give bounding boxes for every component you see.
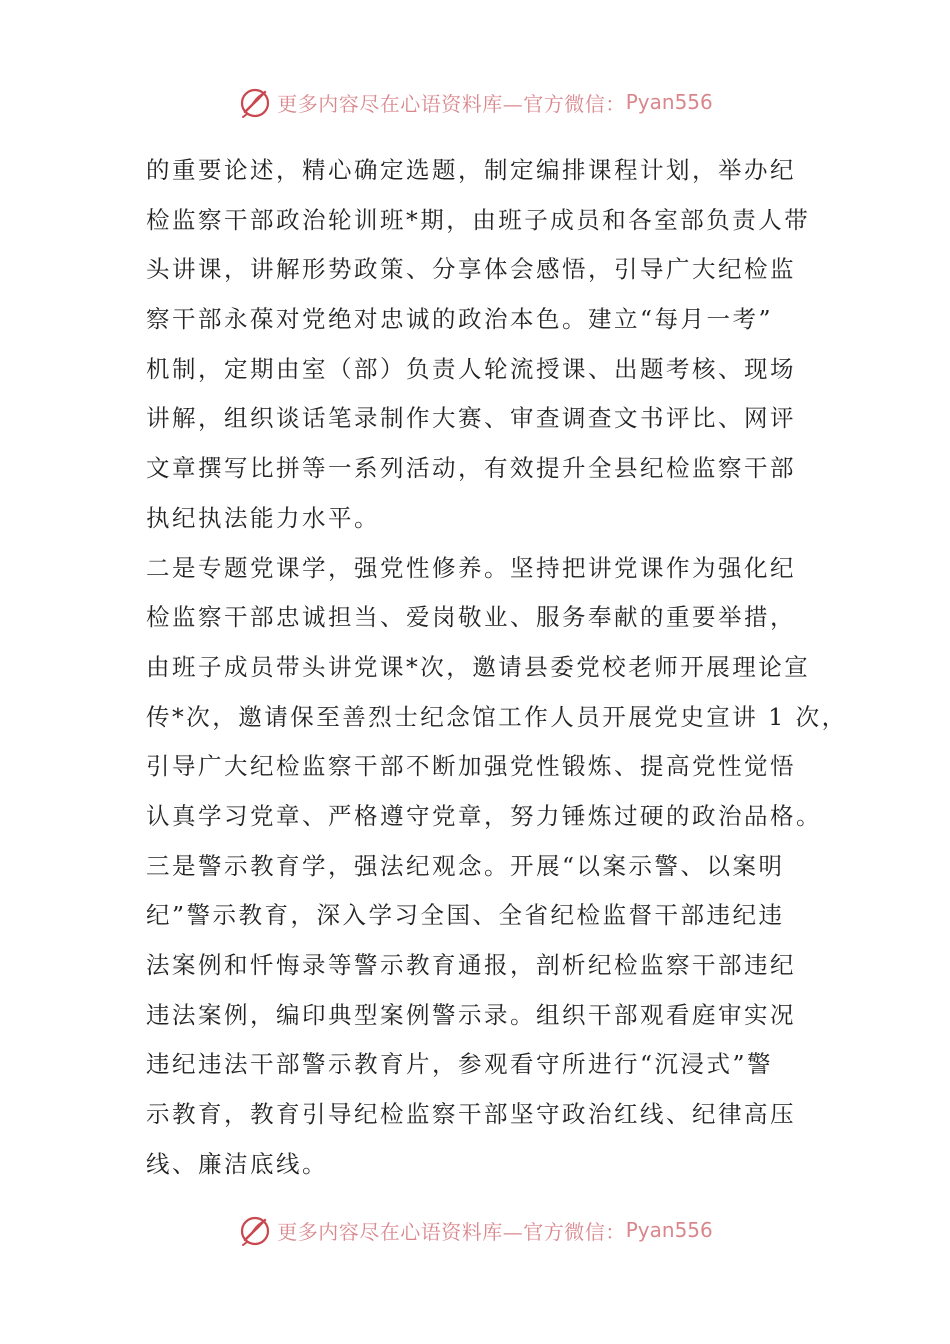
text-line: 纪”警示教育，深入学习全国、全省纪检监督干部违纪违 <box>146 901 785 930</box>
text-line: 文章撰写比拼等一系列活动，有效提升全县纪检监察干部 <box>146 454 796 483</box>
text-line: 执纪执法能力水平。 <box>146 503 380 532</box>
text-line: 检监察干部忠诚担当、爱岗敬业、服务奉献的重要举措， <box>146 603 796 632</box>
text-line: 讲解，组织谈话笔录制作大赛、审查调查文书评比、网评 <box>146 404 796 433</box>
text-line: 法案例和忏悔录等警示教育通报，剖析纪检监察干部违纪 <box>146 951 796 979</box>
header-banner-text: 更多内容尽在心语资料库—官方微信： <box>277 91 626 116</box>
header-banner-id: Pyan556 <box>625 90 713 114</box>
footer-watermark-banner <box>0 1208 950 1252</box>
document-body <box>146 146 848 1189</box>
text-line: 违纪违法干部警示教育片，参观看守所进行“沉浸式”警 <box>146 1050 774 1079</box>
text-line: 察干部永葆对党绝对忠诚的政治本色。建立“每月一考” <box>146 305 774 334</box>
text-line: 传*次，邀请保至善烈士纪念馆工作人员开展党史宣讲 1 次， <box>146 702 848 731</box>
text-line: 机制，定期由室（部）负责人轮流授课、出题考核、现场 <box>146 354 796 383</box>
text-line: 示教育，教育引导纪检监察干部坚守政治红线、纪律高压 <box>146 1100 796 1129</box>
text-line: 三是警示教育学，强法纪观念。开展“以案示警、以案明 <box>146 851 785 880</box>
text-line: 头讲课，讲解形势政策、分享体会感悟，引导广大纪检监 <box>146 255 796 284</box>
text-line: 二是专题党课学，强党性修养。坚持把讲党课作为强化纪 <box>146 553 796 582</box>
text-line: 检监察干部政治轮训班*期，由班子成员和各室部负责人带 <box>146 205 811 234</box>
text-line: 认真学习党章、严格遵守党章，努力锤炼过硬的政治品格。 <box>146 801 822 830</box>
footer-banner-id: Pyan556 <box>625 1218 713 1242</box>
quill-logo-icon <box>237 84 273 120</box>
text-line: 引导广大纪检监察干部不断加强党性锻炼、提高党性觉悟 <box>146 752 796 781</box>
quill-logo-icon <box>237 1212 273 1248</box>
text-line: 的重要论述，精心确定选题，制定编排课程计划，举办纪 <box>146 156 796 184</box>
footer-banner-text: 更多内容尽在心语资料库—官方微信： <box>277 1219 626 1244</box>
text-line: 违法案例，编印典型案例警示录。组织干部观看庭审实况 <box>146 1000 796 1029</box>
text-line: 由班子成员带头讲党课*次，邀请县委党校老师开展理论宣 <box>146 652 811 681</box>
text-line: 线、廉洁底线。 <box>146 1149 328 1178</box>
header-watermark-banner <box>0 80 950 124</box>
